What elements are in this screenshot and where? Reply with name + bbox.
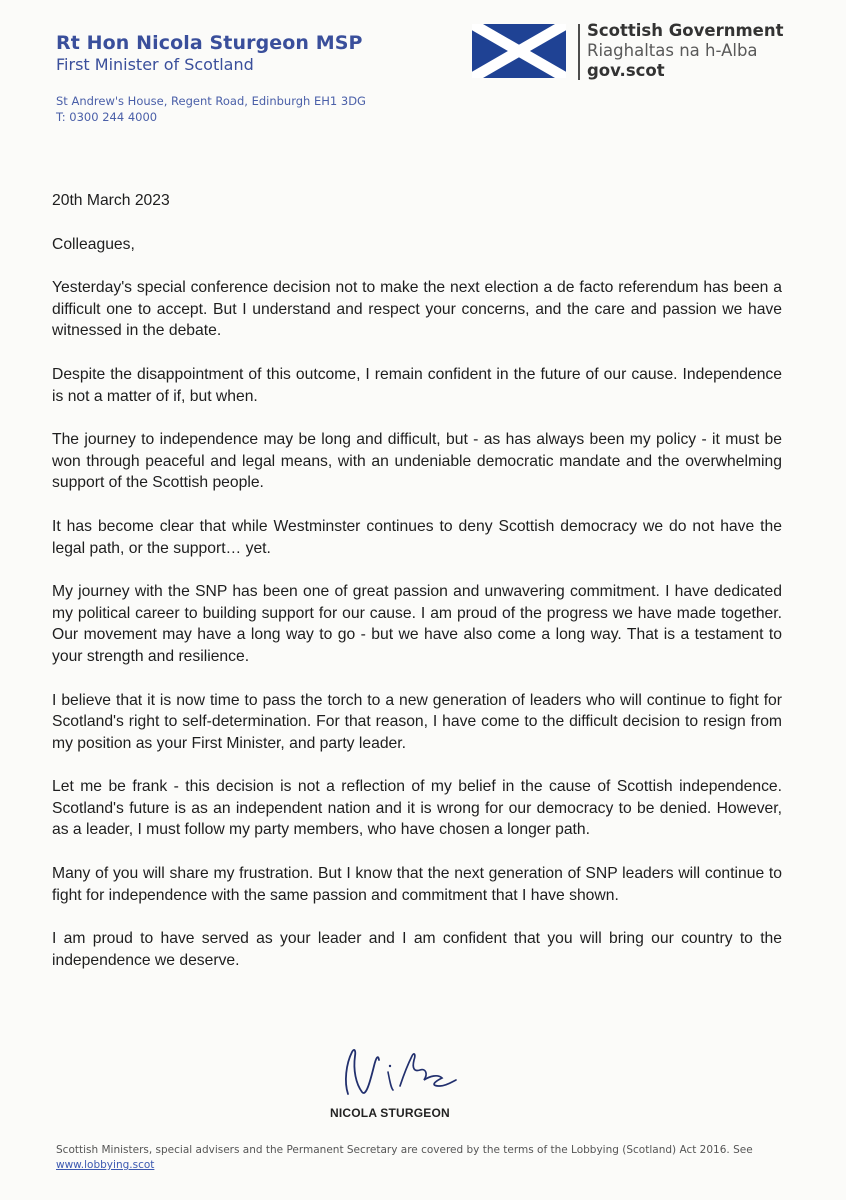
letter-greeting: Colleagues, (52, 235, 135, 253)
footer-note (56, 1143, 796, 1173)
letter-paragraph: Yesterday's special conference decision not to make the next election a de facto referendum has been a difficult one to accept. But I understand and respect your concerns, and the care and passion we have witnessed in the debate. (52, 279, 782, 340)
lobbying-link[interactable]: www.lobbying.scot (56, 1159, 155, 1171)
letter-paragraph: Despite the disappointment of this outcome, I remain confident in the future of our cause. Independence is not a matter of if, but when. (52, 365, 782, 405)
letter-paragraph: It has become clear that while Westminster continues to deny Scottish democracy we do not have the legal path, or the support… yet. (52, 517, 782, 557)
scottish-government-logo (472, 21, 792, 84)
logo-name-gaelic: Riaghaltas na h-Alba (587, 41, 758, 60)
letterhead-address: St Andrew's House, Regent Road, Edinburgh EH1 3DG (56, 94, 366, 108)
letter-paragraph: Let me be frank - this decision is not a reflection of my belief in the cause of Scottish independence. Scotland's future is as an independent nation and it is wrong for our democracy to be denied. However, as a leader, I must follow my party members, who have chosen a longer path. (52, 778, 782, 839)
logo-name-english: Scottish Government (587, 21, 784, 40)
footer-text: Scottish Ministers, special advisers and the Permanent Secretary are covered by the terms of the Lobbying (Scotland) Act 2016. See (56, 1144, 753, 1156)
letterhead-address-block (56, 93, 366, 125)
handwritten-signature-icon (330, 1042, 480, 1102)
letterhead-name-block (56, 32, 363, 76)
letter-paragraph: My journey with the SNP has been one of great passion and unwavering commitment. I have dedicated my political career to building support for our cause. I am proud of the progress we have made together. Our movement may have a long way to go - but we have also come a long way. That is a testament to your strength and resilience. (52, 583, 782, 665)
letterhead-name: Rt Hon Nicola Sturgeon MSP (56, 32, 363, 54)
saltire-flag-icon (472, 24, 566, 78)
letter-paragraph: The journey to independence may be long and difficult, but - as has always been my policy - it must be won through peaceful and legal means, with an undeniable democratic mandate and the overwhelming support of the Scottish people. (52, 431, 782, 492)
letter-paragraph: I believe that it is now time to pass the torch to a new generation of leaders who will continue to fight for Scotland's right to self-determination. For that reason, I have come to the difficult decision to resign from my position as your First Minister, and party leader. (52, 691, 782, 752)
letterhead-title: First Minister of Scotland (56, 55, 254, 74)
letter-body (52, 190, 782, 971)
letter-date: 20th March 2023 (52, 192, 170, 209)
logo-text (587, 21, 783, 81)
letterhead-phone: T: 0300 244 4000 (56, 110, 158, 124)
logo-website: gov.scot (587, 61, 665, 80)
logo-divider (578, 24, 580, 80)
signer-name: NICOLA STURGEON (330, 1106, 450, 1120)
letter-paragraph: Many of you will share my frustration. But I know that the next generation of SNP leaders will continue to fight for independence with the same passion and commitment that I have shown. (52, 865, 782, 904)
letter-paragraph: I am proud to have served as your leader and I am confident that you will bring our country to the independence we deserve. (52, 930, 782, 969)
